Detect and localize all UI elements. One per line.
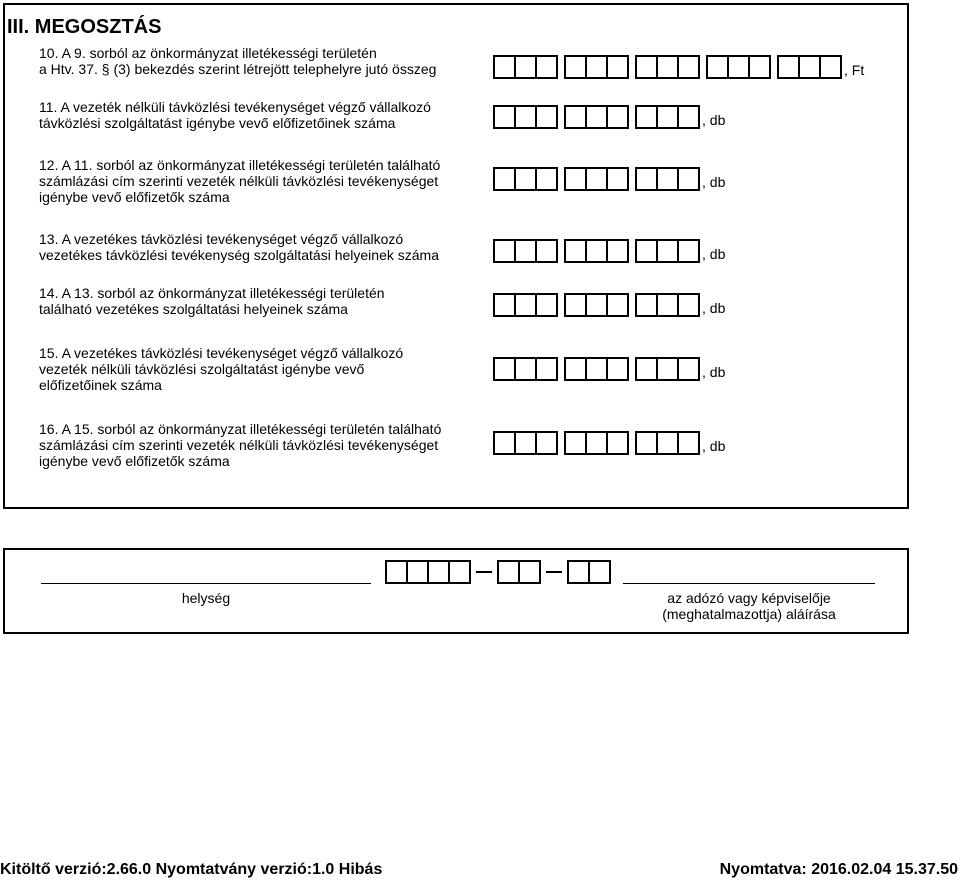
row-14-label: 14. A 13. sorból az önkormányzat illetékességi területén található vezetékes szolgáltatási helyeinek száma (39, 285, 385, 317)
signer-label: az adózó vagy képviselője (meghatalmazottja) aláírása (662, 590, 836, 622)
row-13-count-field[interactable] (493, 239, 725, 263)
row-11-unit: , db (702, 112, 726, 128)
row-16-count-field[interactable] (493, 431, 725, 455)
place-label: helység (181, 590, 231, 606)
row-15-label: 15. A vezetékes távközlési tevékenységet végző vállalkozó vezeték nélküli távközlési szolgáltatást igénybe vevő előfizetőinek száma (39, 345, 404, 393)
row-16-unit: , db (702, 438, 726, 454)
megosztas-section (3, 3, 909, 509)
footer-print-date: Nyomtatva: 2016.02.04 15.37.50 (719, 861, 958, 878)
row-12-unit: , db (702, 174, 726, 190)
row-10-label: 10. A 9. sorból az önkormányzat illetékességi területén a Htv. 37. § (3) bekezdés szerint létrejött telephelyre jutó összeg (39, 45, 437, 77)
row-12-label: 12. A 11. sorból az önkormányzat illetékességi területén található számlázási cím szerinti vezeték nélküli távközlési tevékenységet igénybe vevő előfizetők száma (39, 157, 441, 205)
row-13-label: 13. A vezetékes távközlési tevékenységet végző vállalkozó vezetékes távközlési tevékenység szolgáltatási helyeinek száma (39, 231, 439, 263)
row-11-count-field[interactable] (493, 105, 725, 129)
row-10-amount-field[interactable] (493, 55, 864, 79)
row-15-unit: , db (702, 364, 726, 380)
place-line[interactable] (41, 583, 371, 584)
signature-line[interactable] (623, 583, 875, 584)
row-12-count-field[interactable] (493, 167, 725, 191)
section-title: III. MEGOSZTÁS (7, 16, 162, 38)
date-field[interactable] (385, 560, 611, 584)
footer-version: Kitöltő verzió:2.66.0 Nyomtatvány verzió:1.0 Hibás (0, 861, 383, 878)
row-13-unit: , db (702, 246, 726, 262)
date-separator (476, 571, 492, 573)
date-separator (546, 571, 562, 573)
signature-section (3, 548, 909, 634)
row-15-count-field[interactable] (493, 357, 725, 381)
row-14-count-field[interactable] (493, 293, 725, 317)
row-10-unit: , Ft (844, 62, 865, 78)
row-16-label: 16. A 15. sorból az önkormányzat illetékességi területén található számlázási cím szerinti vezeték nélküli távközlési tevékenységet igénybe vevő előfizetők száma (39, 421, 442, 469)
row-14-unit: , db (702, 300, 726, 316)
row-11-label: 11. A vezeték nélküli távközlési tevékenységet végző vállalkozó távközlési szolgáltatást igénybe vevő előfizetőinek száma (39, 99, 431, 131)
